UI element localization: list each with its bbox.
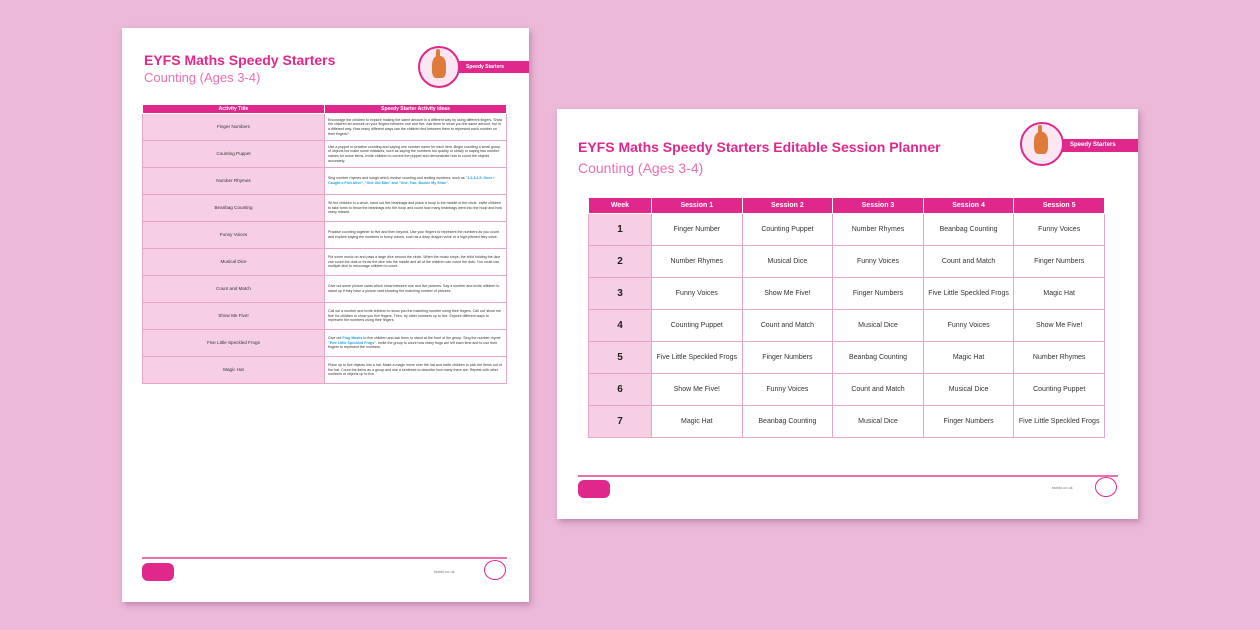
activity-title: Musical Dice — [143, 249, 325, 276]
column-header: Session 1 — [652, 198, 743, 214]
session-cell[interactable]: Five Little Speckled Frogs — [1014, 406, 1105, 438]
session-cell[interactable]: Counting Puppet — [742, 214, 833, 246]
activity-idea: Encourage the children to explore making the same amount in a different way by using different fingers. Show the children an amount on your fingers between one and five. Ask them to show you the same amount, but in a different way. How many different ways can the children find between them to represent each number on their fingers? — [325, 114, 507, 141]
session-cell[interactable]: Funny Voices — [652, 278, 743, 310]
session-cell[interactable]: Funny Voices — [833, 246, 924, 278]
week-number: 3 — [589, 278, 652, 310]
rabbit-icon — [1034, 132, 1048, 154]
table-row — [143, 168, 507, 195]
song-link[interactable]: "Five Little Speckled Frogs" — [328, 340, 376, 345]
activity-ideas-table — [142, 104, 507, 384]
activity-title: Funny Voices — [143, 222, 325, 249]
activity-idea: Use a puppet to practise counting and saying one number name for each item. Begin counting a small group of objects but make some mistakes, such as saying the numbers too quickly or slowly or saying two number names for some items. Invite children to correct the puppet and demonstrate how to count the objects accurately. — [325, 141, 507, 168]
session-cell[interactable]: Number Rhymes — [1014, 342, 1105, 374]
idea-text: to five children and ask them to stand at the front of the group. Sing the number rhyme — [363, 335, 501, 340]
table-row — [143, 330, 507, 357]
column-header: Session 4 — [923, 198, 1014, 214]
rabbit-icon — [432, 56, 446, 78]
idea-text: . Invite the group to count how many frogs are left each time and to use their fingers to represent the numbers. — [328, 340, 498, 350]
session-cell[interactable]: Finger Number — [652, 214, 743, 246]
session-cell[interactable]: Musical Dice — [833, 310, 924, 342]
activity-title: Magic Hat — [143, 357, 325, 384]
session-cell[interactable]: Beanbag Counting — [923, 214, 1014, 246]
session-planner-table — [588, 197, 1105, 438]
session-cell[interactable]: Beanbag Counting — [742, 406, 833, 438]
session-cell[interactable]: Musical Dice — [923, 374, 1014, 406]
activity-idea: Sit the children in a circle, hand out five beanbags and place a hoop in the middle of the circle. Invite children to take turns to throw the beanbags into the hoop and count how many beanbags went into the hoop and how many missed. — [325, 195, 507, 222]
footer-divider — [578, 475, 1118, 477]
sheet-subtitle: Counting (Ages 3-4) — [144, 70, 261, 85]
session-cell[interactable]: Musical Dice — [833, 406, 924, 438]
activity-title: Beanbag Counting — [143, 195, 325, 222]
table-row — [143, 303, 507, 330]
eyfs-badge-icon — [484, 560, 506, 580]
week-number: 6 — [589, 374, 652, 406]
session-cell[interactable]: Counting Puppet — [1014, 374, 1105, 406]
frog-masks-link[interactable]: Frog Masks — [342, 335, 363, 340]
session-cell[interactable]: Number Rhymes — [652, 246, 743, 278]
session-cell[interactable]: Count and Match — [923, 246, 1014, 278]
table-row — [143, 276, 507, 303]
week-number: 5 — [589, 342, 652, 374]
column-header: Session 5 — [1014, 198, 1105, 214]
sheet-subtitle: Counting (Ages 3-4) — [578, 160, 704, 176]
activity-idea: Call out a number and invite children to show you the matching number using their fingers. Call out 'show me five' for children to show you five fingers. Then, try other numbers up to five. Explore different ways to represent the numbers using their fingers. — [325, 303, 507, 330]
footer-divider — [142, 557, 507, 559]
column-header: Activity Title — [143, 105, 325, 114]
week-number: 4 — [589, 310, 652, 342]
week-number: 2 — [589, 246, 652, 278]
session-cell[interactable]: Show Me Five! — [742, 278, 833, 310]
session-cell[interactable]: Number Rhymes — [833, 214, 924, 246]
activity-title: Show Me Five! — [143, 303, 325, 330]
footer-url: twinkl.co.uk — [1052, 485, 1073, 490]
idea-text: Sing number rhymes and songs which involve counting and reciting numbers, such as — [328, 176, 465, 181]
twinkl-logo-icon — [142, 563, 174, 581]
idea-text: Give out — [328, 335, 342, 340]
session-cell[interactable]: Count and Match — [833, 374, 924, 406]
table-row — [143, 222, 507, 249]
table-row — [589, 310, 1105, 342]
session-cell[interactable]: Funny Voices — [742, 374, 833, 406]
activity-title: Count and Match — [143, 276, 325, 303]
table-header-row — [589, 198, 1105, 214]
session-cell[interactable]: Five Little Speckled Frogs — [923, 278, 1014, 310]
sheet-title: EYFS Maths Speedy Starters Editable Session Planner — [578, 139, 941, 155]
session-cell[interactable]: Counting Puppet — [652, 310, 743, 342]
table-row — [589, 342, 1105, 374]
column-header: Week — [589, 198, 652, 214]
session-cell[interactable]: Finger Numbers — [1014, 246, 1105, 278]
week-number: 1 — [589, 214, 652, 246]
session-cell[interactable]: Show Me Five! — [1014, 310, 1105, 342]
table-row — [143, 249, 507, 276]
activity-idea: Give out some picture cards which show between one and five pictures. Say a number and invite children to stand up if they have a picture card showing the matching number of pictures. — [325, 276, 507, 303]
twinkl-logo-icon — [578, 480, 610, 498]
activity-ideas-sheet — [122, 28, 529, 602]
speedy-starters-badge: Speedy Starters — [458, 61, 529, 73]
activity-title: Finger Numbers — [143, 114, 325, 141]
sheet-title: EYFS Maths Speedy Starters — [144, 52, 336, 68]
week-number: 7 — [589, 406, 652, 438]
session-planner-sheet — [557, 109, 1138, 519]
session-cell[interactable]: Finger Numbers — [833, 278, 924, 310]
activity-title: Five Little Speckled Frogs — [143, 330, 325, 357]
table-row — [589, 246, 1105, 278]
song-links[interactable]: "1,2,3,4,5, Once I Caught a Fish Alive", "One Old Man" and "One, Two, Buckle My Shoe". — [328, 176, 495, 185]
table-row — [589, 278, 1105, 310]
speedy-starters-badge: Speedy Starters — [1062, 139, 1138, 152]
rabbit-mascot-logo — [418, 46, 460, 88]
column-header: Session 2 — [742, 198, 833, 214]
session-cell[interactable]: Funny Voices — [1014, 214, 1105, 246]
session-cell[interactable]: Finger Numbers — [742, 342, 833, 374]
session-cell[interactable]: Show Me Five! — [652, 374, 743, 406]
table-row — [143, 141, 507, 168]
activity-idea: Practise counting together to five and then beyond. Use your fingers to represent the numbers as you count and explore saying the numbers in funny voices, such as a deep dragon voice or a high-pitched fairy voice. — [325, 222, 507, 249]
table-row — [589, 406, 1105, 438]
activity-title: Number Rhymes — [143, 168, 325, 195]
eyfs-badge-icon — [1095, 477, 1117, 497]
table-header-row — [143, 105, 507, 114]
session-cell[interactable]: Finger Numbers — [923, 406, 1014, 438]
session-cell[interactable]: Magic Hat — [923, 342, 1014, 374]
column-header: Session 3 — [833, 198, 924, 214]
session-cell[interactable]: Magic Hat — [1014, 278, 1105, 310]
session-cell[interactable]: Funny Voices — [923, 310, 1014, 342]
rabbit-mascot-logo — [1020, 122, 1064, 166]
table-row — [143, 114, 507, 141]
table-row — [589, 374, 1105, 406]
table-row — [589, 214, 1105, 246]
activity-title: Counting Puppet — [143, 141, 325, 168]
session-cell[interactable]: Beanbag Counting — [833, 342, 924, 374]
activity-idea — [325, 330, 507, 357]
table-row — [143, 357, 507, 384]
column-header: Speedy Starter Activity Ideas — [325, 105, 507, 114]
activity-idea: Put some music on and pass a large dice around the circle. When the music stops, the child holding the dice can count the dots or throw the dice into the middle and all of the children can count the dots. You could use multiple dice to encourage children to count. — [325, 249, 507, 276]
session-cell[interactable]: Count and Match — [742, 310, 833, 342]
session-cell[interactable]: Magic Hat — [652, 406, 743, 438]
activity-idea: Place up to five objects into a hat. Make a magic move over the hat and invite children to pick the items out of the hat. Count the items as a group and use a sentence to describe how many there are. Repeat with other numbers of objects up to five. — [325, 357, 507, 384]
session-cell[interactable]: Musical Dice — [742, 246, 833, 278]
footer-url: twinkl.co.uk — [434, 569, 455, 574]
session-cell[interactable]: Five Little Speckled Frogs — [652, 342, 743, 374]
table-row — [143, 195, 507, 222]
activity-idea — [325, 168, 507, 195]
